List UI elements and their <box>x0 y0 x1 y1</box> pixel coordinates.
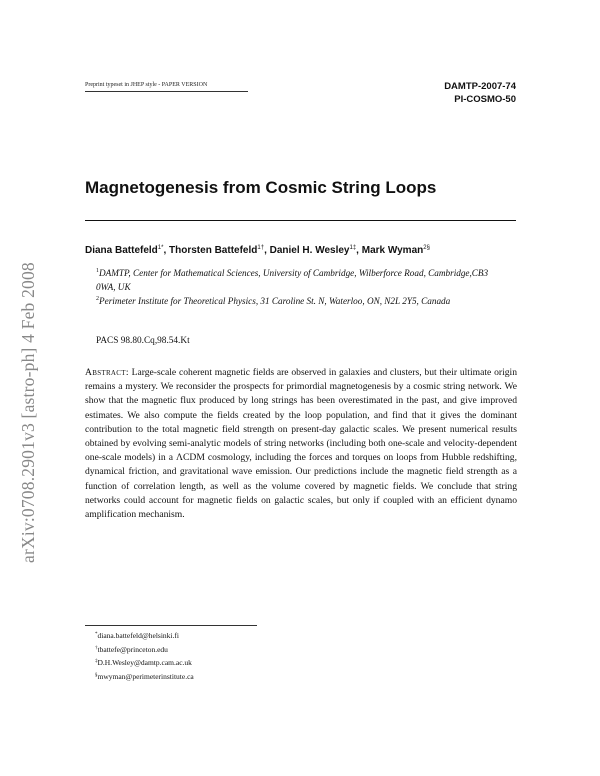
arxiv-stamp <box>14 0 44 776</box>
affiliation-text: Perimeter Institute for Theoretical Physics, 31 Caroline St. N, Waterloo, ON, N2L 2Y5, Canada <box>99 296 451 306</box>
author-marks: 1† <box>257 245 265 251</box>
footnote <box>95 656 194 670</box>
footnote-rule <box>85 625 257 626</box>
report-number: PI-COSMO-50 <box>454 94 516 105</box>
affiliation-number: 1 <box>96 268 99 274</box>
footnote-email: tbattefe@princeton.edu <box>97 644 168 654</box>
footnotes <box>95 629 194 683</box>
report-numbers <box>444 80 516 106</box>
title-rule <box>85 220 516 221</box>
pacs-codes: PACS 98.80.Cq,98.54.Kt <box>96 336 190 346</box>
paper-title: Magnetogenesis from Cosmic String Loops <box>85 178 437 197</box>
footnote <box>95 629 194 643</box>
footnote-email: D.H.Wesley@damtp.cam.ac.uk <box>97 658 192 668</box>
arxiv-identifier: arXiv:0708.2901v3 [astro-ph] 4 Feb 2008 <box>18 262 38 563</box>
author-name: Daniel H. Wesley <box>269 245 350 256</box>
author-marks: 1* <box>157 245 164 251</box>
footnote-mark: * <box>95 632 98 637</box>
author-name: Diana Battefeld <box>85 245 158 256</box>
abstract-text: Large-scale coherent magnetic fields are observed in galaxies and clusters, but their ultimate origin remains a mystery. We reconsider the prospects for primordial magnetogenesis by a cosmic string network. We show that the magnetic flux produced by long strings has been overestimated in the past, and give improved estimates. We also compute the fields created by the loop population, and find that it gives the dominant contribution to the total magnetic field strength on present-day galactic scales. We present numerical results obtained by evolving semi-analytic models of string networks (including both one-scale and velocity-dependent one-scale models) in a ΛCDM cosmology, including the forces and torques on loops from Hubble redshifting, dynamical friction, and gravitational wave emission. Our predictions include the magnetic field strength as a function of correlation length, as well as the volume covered by magnetic fields. We conclude that string networks could account for magnetic fields on galactic scales, but only if coupled with an efficient dynamo amplification mechanism. <box>85 367 517 521</box>
affiliation-number: 2 <box>96 296 99 302</box>
author-name: Mark Wyman <box>361 245 424 256</box>
abstract-label: Abstract: <box>85 367 129 378</box>
footnote <box>95 670 194 684</box>
report-number: DAMTP-2007-74 <box>444 81 516 92</box>
preprint-rule <box>85 91 248 92</box>
author-marks: 2§ <box>423 245 430 251</box>
author-marks: 1‡ <box>349 245 357 251</box>
footnote-email: diana.battefeld@helsinki.fi <box>97 631 179 640</box>
footnote-mark: ‡ <box>95 659 98 665</box>
footnote-email: mwyman@perimeterinstitute.ca <box>97 671 194 681</box>
affiliation <box>96 264 496 294</box>
footnote-mark: § <box>95 672 98 678</box>
preprint-note: Preprint typeset in JHEP style - PAPER VERSION <box>85 82 208 88</box>
affiliation-text: DAMTP, Center for Mathematical Sciences, University of Cambridge, Wilberforce Road, Cambridge,CB3 0WA, UK <box>96 268 489 292</box>
footnote <box>95 643 194 657</box>
author-list: Diana Battefeld$^{1*}$, Thorsten Battefeld$^{1\dagger}$, Daniel H. Wesley$^{1\ddagger}$, Mark Wyman$^{2\S}$ <box>85 245 430 256</box>
abstract <box>85 366 517 522</box>
author-name: Thorsten Battefeld <box>169 245 258 256</box>
affiliation <box>96 292 496 308</box>
footnote-mark: † <box>95 645 98 651</box>
